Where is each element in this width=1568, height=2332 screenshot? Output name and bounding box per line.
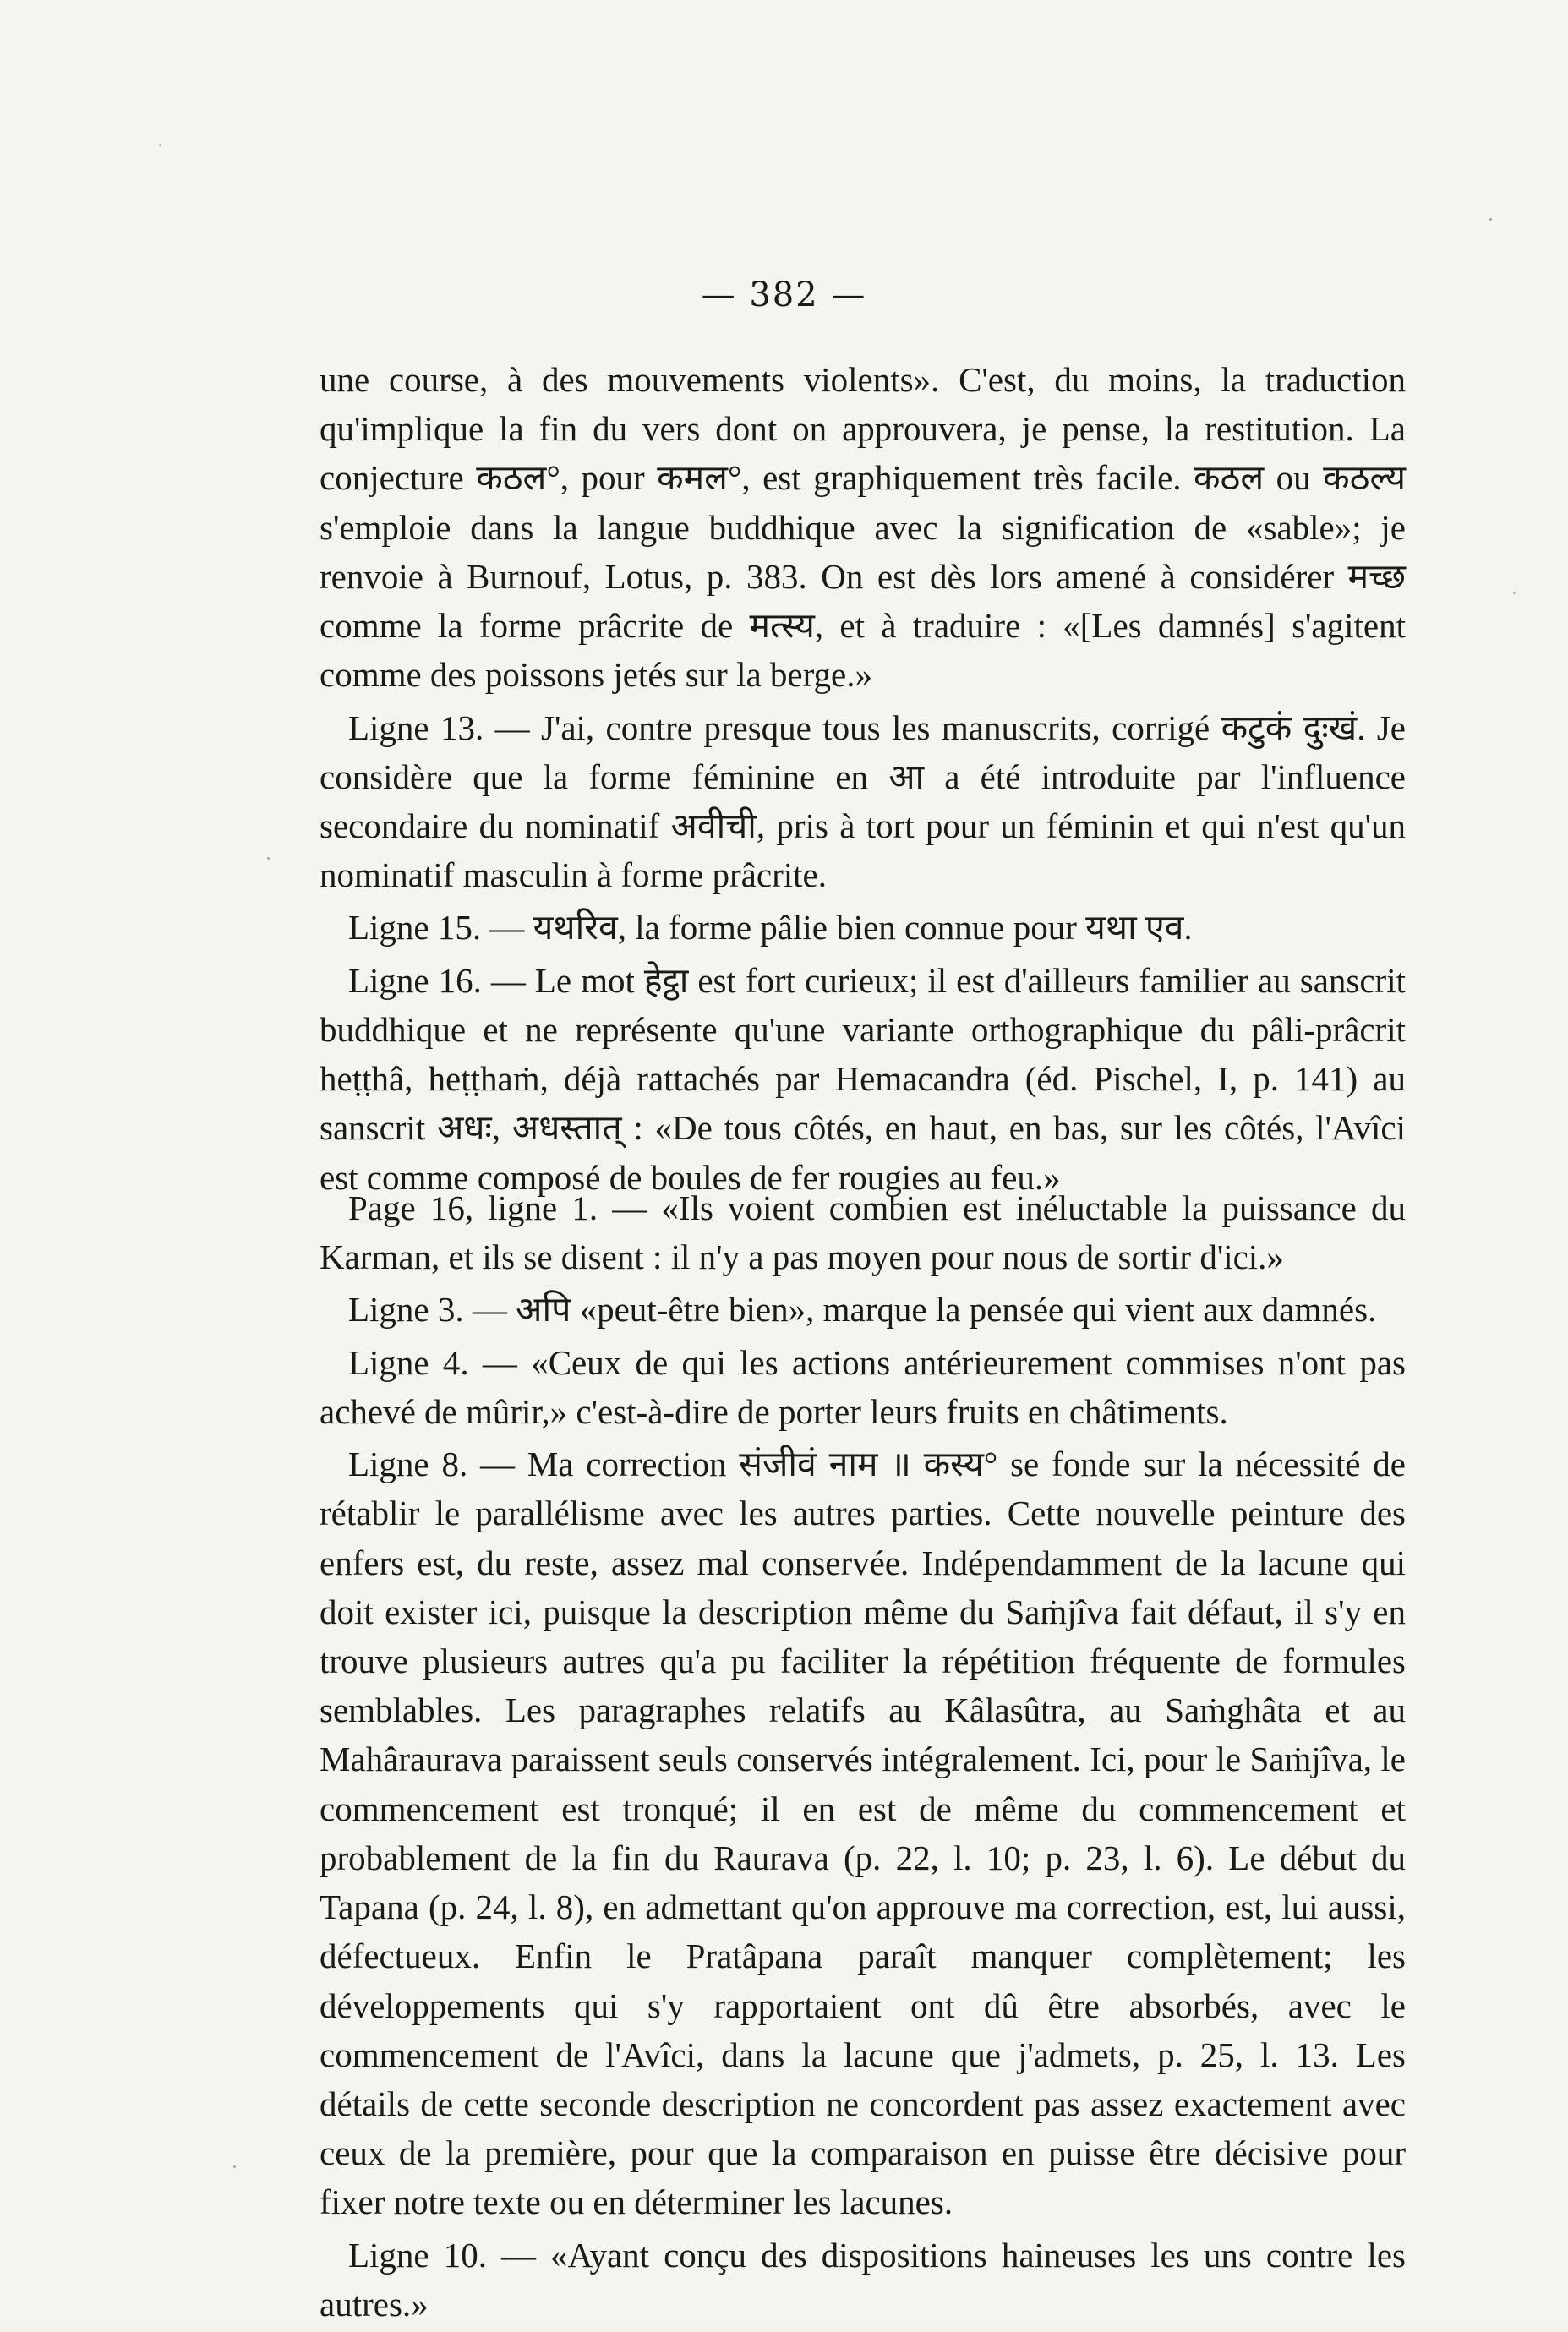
- commentary-block-top: [320, 355, 1406, 1205]
- paragraph-continuation: une course, à des mouvements violents». C'est, du moins, la traduction qu'implique la fin du vers dont on approuvera, je pense, la restitution. La conjecture कठल°, pour कमल°, est graphiquement très facile. कठल ou कठल्य s'emploie dans la langue buddhique avec la signification de «sable»; je renvoie à Burnouf, Lotus, p. 383. On est dès lors amené à considérer मच्छ comme la forme prâcrite de मत्स्य, et à traduire : «[Les damnés] s'agitent comme des poissons jetés sur la berge.»: [320, 360, 1406, 695]
- paragraph-ligne-13: Ligne 13. — J'ai, contre presque tous les manuscrits, corrigé कटुकं दुःखं. Je considère que la forme féminine en आ a été introduite par l'influence secondaire du nominatif अवीची, pris à tort pour un féminin et qui n'est qu'un nominatif masculin à forme prâcrite.: [320, 707, 1406, 895]
- paper-speck: [233, 2165, 236, 2168]
- paper-speck: [159, 144, 161, 146]
- paper-speck: [1513, 592, 1516, 594]
- paragraph-ligne-8: Ligne 8. — Ma correction संजीवं नाम ॥ कस्य° se fonde sur la nécessité de rétablir le parallélisme avec les autres parties. Cette nouvelle peinture des enfers est, du reste, assez mal conservée. Indépendamment de la lacune qui doit exister ici, puisque la description même du Saṁjîva fait défaut, il s'y en trouve plusieurs autres qu'a pu faciliter la répétition fréquente de formules semblables. Les paragraphes relatifs au Kâlasûtra, au Saṁghâta et au Mahâraurava paraissent seuls conservés intégralement. Ici, pour le Saṁjîva, le commencement est tronqué; il en est de même du commencement et probablement de la fin du Raurava (p. 22, l. 10; p. 23, l. 6). Le début du Tapana (p. 24, l. 8), en admettant qu'on approuve ma correction, est, lui aussi, défectueux. Enfin le Pratâpana paraît manquer complètement; les développements qui s'y rapportaient ont dû être absorbés, avec le commencement de l'Avîci, dans la lacune que j'admets, p. 25, l. 13. Les détails de cette seconde description ne concordent pas assez exactement avec ceux de la première, pour que la comparaison en puisse être décisive pour fixer notre texte ou en déterminer les lacunes.: [320, 1445, 1406, 2222]
- paragraph-ligne-15: Ligne 15. — यथरिव, la forme pâlie bien connue pour यथा एव.: [348, 908, 1193, 948]
- paragraph-ligne-10: Ligne 10. — «Ayant conçu des dispositions haineuses les uns contre les autres.»: [320, 2235, 1406, 2324]
- paragraph-ligne-3: Ligne 3. — अपि «peut-être bien», marque la pensée qui vient aux damnés.: [348, 1290, 1377, 1330]
- paragraph-ligne-4: Ligne 4. — «Ceux de qui les actions antérieurement commises n'ont pas achevé de mûrir,» c'est-à-dire de porter leurs fruits en châtiments.: [320, 1342, 1406, 1431]
- paragraph-page-16-ligne-1: Page 16, ligne 1. — «Ils voient combien est inéluctable la puissance du Karman, et ils se disent : il n'y a pas moyen pour nous de sortir d'ici.»: [320, 1188, 1406, 1277]
- paper-speck: [267, 857, 270, 860]
- paper-speck: [1489, 218, 1492, 221]
- commentary-block-page-16: [320, 1183, 1406, 2332]
- paragraph-ligne-16: Ligne 16. — Le mot हेट्ठा est fort curieux; il est d'ailleurs familier au sanscrit buddhique et ne représente qu'une variante orthographique du pâli-prâcrit heṭṭhâ, heṭṭhaṁ, déjà rattachés par Hemacandra (éd. Pischel, I, p. 141) au sanscrit अधः, अधस्तात् : «De tous côtés, en haut, en bas, sur les côtés, l'Avîci est comme composé de boules de fer rougies au feu.»: [320, 960, 1406, 1197]
- page-number: — 382 —: [701, 276, 867, 314]
